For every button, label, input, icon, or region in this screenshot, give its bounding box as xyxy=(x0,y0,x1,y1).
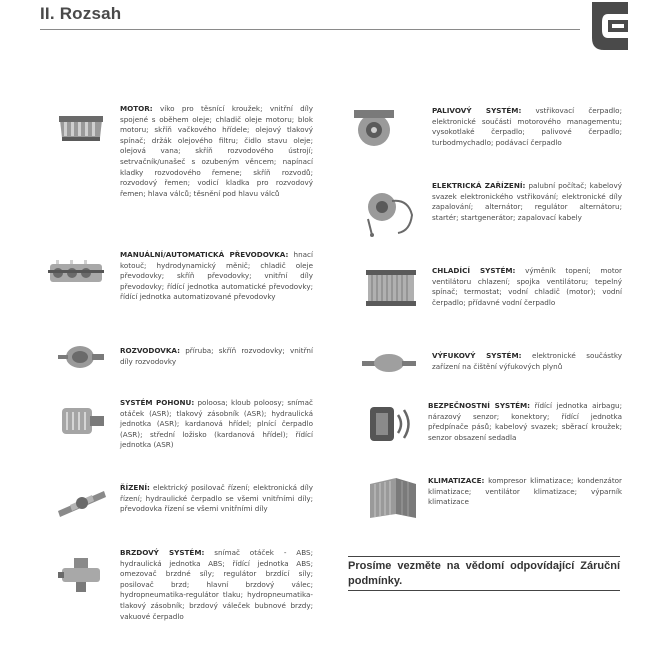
catalytic-converter-icon xyxy=(360,351,418,375)
motor-title: MOTOR: xyxy=(120,104,153,113)
cooling-text: výměník topení; motor ventilátoru chlazení; spojka ventilátoru; tepelný spínač; termostat; vodní chladič (motor); vodní čerpadlo; přídavné vodní čerpadlo xyxy=(432,266,622,307)
electrical-text: palubní počítač; kabelový svazek elektronického vstřikování; elektronické díly zapalování; alternátor; regulátor alternátoru; startér; startgenerátor; zapalovací kabely xyxy=(432,181,622,222)
coverage-item-ac xyxy=(366,476,623,528)
fuel-title: PALIVOVÝ SYSTÉM: xyxy=(432,106,522,115)
ac-text: kompresor klimatizace; kondenzátor klimatizace; ventilátor klimatizace; výparník klimatizace xyxy=(428,476,622,507)
airbag-sensor-icon xyxy=(366,401,416,447)
motor-text: víko pro těsnící kroužek; vnitřní díly spojené s oběhem oleje; chladič oleje motoru; blok motoru; skříň vačkového hřídele; olejový tlakový spínač; držák olejového filtru; čidlo stavu oleje; olejová vana; skříň rozvodového ústrojí; setrvačník/unašeč s ozubeným věncem; napínací kladky rozvodového řemene; skříň rozvodů; rozvodový řemen; vodicí kladka pro rozvodový řemen; hlava válců; těsnění pod hlavu válců xyxy=(120,104,313,198)
brand-logo-icon xyxy=(584,0,636,52)
coverage-item-safety xyxy=(366,401,623,455)
coverage-item-cooling xyxy=(364,266,623,328)
exhaust-text: elektronické součástky zařízení na čištění výfukových plynů xyxy=(432,351,622,371)
transmission-title: MANUÁLNÍ/AUTOMATICKÁ PŘEVODOVKA: xyxy=(120,250,289,259)
coverage-item-differential xyxy=(56,346,314,376)
differential-text: příruba; skříň rozvodovky; vnitřní díly rozvodovky xyxy=(120,346,313,366)
electrical-title: ELEKTRICKÁ ZAŘÍZENÍ: xyxy=(432,181,526,190)
brakes-title: BRZDOVÝ SYSTÉM: xyxy=(120,548,205,557)
drive-shaft-icon xyxy=(56,402,106,442)
steering-rack-icon xyxy=(56,483,108,523)
coverage-item-motor xyxy=(56,104,314,224)
steering-title: ŘÍZENÍ: xyxy=(120,483,150,492)
fuel-text: vstřikovací čerpadlo; elektronické součásti motorového managementu; vysokotlaké čerpadlo; palivové čerpadlo; turbodmychadlo; podávací čerpadlo xyxy=(432,106,622,147)
engine-block-icon xyxy=(56,108,106,144)
turbocharger-icon xyxy=(348,106,400,150)
drive-title: SYSTÉM POHONU: xyxy=(120,398,195,407)
warranty-notice: Prosíme vezměte na vědomí odpovídající Záruční podmínky. xyxy=(348,556,620,591)
coverage-item-transmission xyxy=(46,250,314,320)
coverage-item-exhaust xyxy=(360,351,623,381)
steering-text: elektrický posilovač řízení; elektronická díly řízení; hydraulické čerpadlo se všemi vnitřními díly; převodovka řízení se všemi vnitřními díly xyxy=(120,483,313,514)
brake-cylinder-icon xyxy=(56,556,106,596)
transmission-text: hnací kotouč; hydrodynamický měnič; chladič oleje převodovky; skříň převodovky; vnitřní díly převodovky; řídící jednotka automatické převodovky; řídící jednotka automatizované převodovky xyxy=(120,250,313,302)
alternator-icon xyxy=(358,181,418,241)
coverage-item-steering xyxy=(56,483,314,527)
differential-icon xyxy=(56,342,106,372)
drive-text: poloosa; kloub poloosy; snímač otáček (ASR); tlakový zásobník (ASR); hydraulická jednotka (ASR); kardanová hřídel; plnící čerpadlo (ASR); střední ložisko (kardanová hřídel); řídící jednotka (ASR) xyxy=(120,398,313,450)
coverage-item-electrical xyxy=(358,181,623,247)
safety-title: BEZPEČNOSTNÍ SYSTÉM: xyxy=(428,401,531,410)
coverage-item-brakes xyxy=(56,548,314,644)
header-divider xyxy=(40,29,580,30)
safety-text: řídící jednotka airbagu; nárazový senzor; konektory; řídící jednotka předpínače pásů; kabelový svazek; sběrací kroužek; senzor obsazení sedadla xyxy=(428,401,622,442)
coverage-item-fuel xyxy=(348,106,623,158)
ac-title: KLIMATIZACE: xyxy=(428,476,485,485)
gearbox-icon xyxy=(46,254,106,290)
exhaust-title: VÝFUKOVÝ SYSTÉM: xyxy=(432,351,522,360)
brakes-text: snímač otáček - ABS; hydraulická jednotka ABS; řídící jednotka ABS; omezovač brzdné síly; regulátor brzdící síly; posilovač brzd; hlavní brzdový válec; hydropneumatika-regulátor tlaku; hydropneumatika-tlakový zásobník; brzdový váleček bubnové brzdy; vakuové čerpadlo xyxy=(120,548,314,621)
cooling-title: CHLADÍCÍ SYSTÉM: xyxy=(432,266,516,275)
differential-title: ROZVODOVKA: xyxy=(120,346,180,355)
ac-condenser-icon xyxy=(366,474,420,520)
coverage-item-drive xyxy=(56,398,314,458)
radiator-icon xyxy=(364,268,418,308)
page-title: II. Rozsah xyxy=(40,4,122,23)
